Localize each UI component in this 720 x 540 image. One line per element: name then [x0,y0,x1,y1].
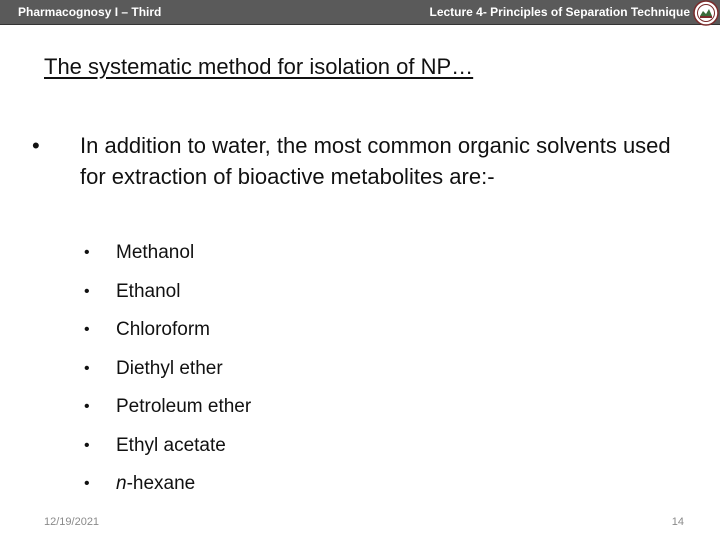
page-number: 14 [671,516,684,528]
bullet-dot: • [84,244,90,261]
main-bullet [32,130,692,192]
bullet-dot: • [84,475,90,492]
solvent-name: Ethyl acetate [116,434,226,456]
lecture-title: Lecture 4- Principles of Separation Technique [429,5,690,19]
bullet-dot: • [84,436,90,454]
header-bar [0,0,720,25]
slide-title: The systematic method for isolation of NP… [44,54,474,79]
solvent-name: Diethyl ether [116,357,223,379]
bullet-dot: • [84,398,90,415]
bullet-dot: • [32,133,40,158]
solvent-name: Ethanol [116,280,181,302]
university-seal-icon [693,0,719,26]
solvent-name: Petroleum ether [116,396,252,417]
bullet-dot: • [84,321,90,338]
main-bullet-text: In addition to water, the most common organic solvents used for extraction of bioactive metabolites are:- [80,133,671,189]
course-title: Pharmacognosy I – Third [18,5,162,19]
italic-prefix: n [116,473,127,494]
solvent-name: Chloroform [116,319,210,340]
bullet-dot: • [84,359,90,377]
solvent-name: Methanol [116,242,195,263]
footer-date: 12/19/2021 [44,516,100,528]
bullet-dot: • [84,282,90,300]
solvent-name: n-hexane [116,473,196,494]
